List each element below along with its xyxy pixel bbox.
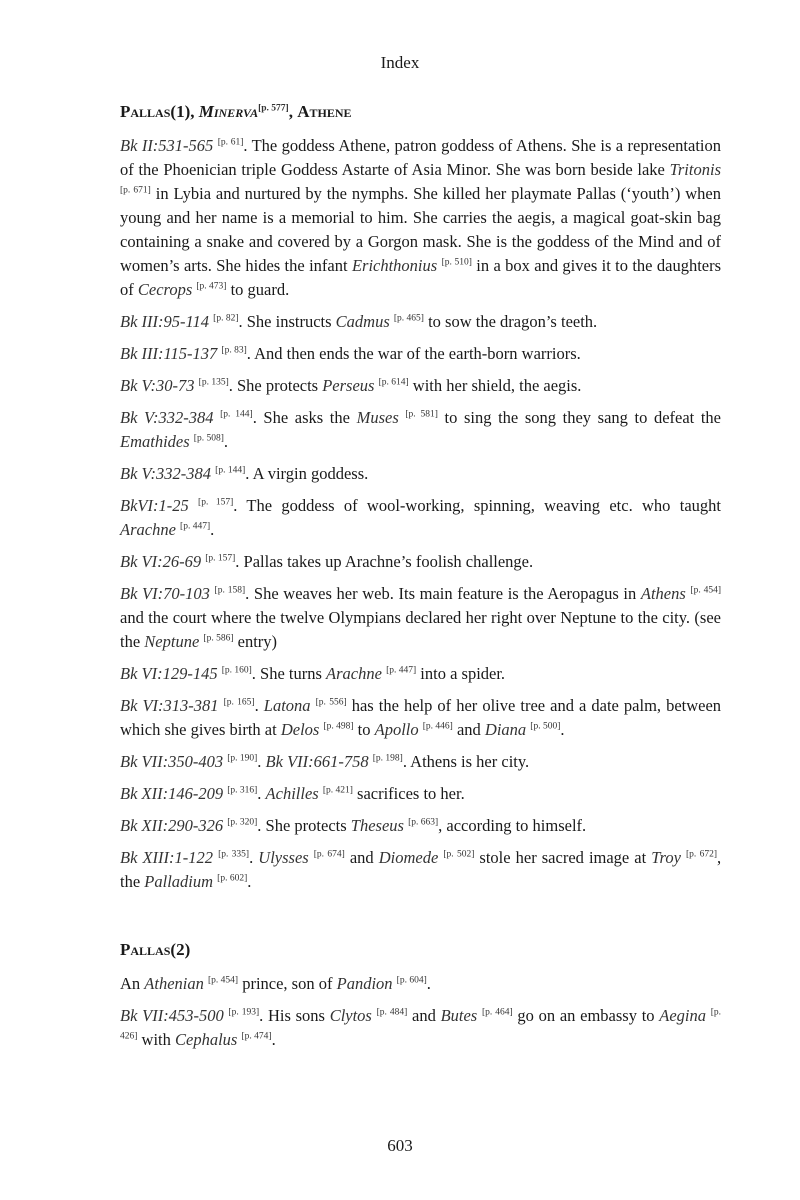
text: . Pallas takes up Arachne’s foolish challenge. xyxy=(235,552,534,571)
page-ref[interactable]: [p. 674] xyxy=(313,849,345,860)
book-ref-link[interactable]: Bk XII:290-326 xyxy=(120,816,224,835)
page-ref[interactable]: [p. 454] xyxy=(208,975,239,986)
heading-name: Pallas xyxy=(120,102,171,121)
text: go on an embassy to xyxy=(512,1006,660,1025)
name-link[interactable]: Emathides xyxy=(120,432,190,451)
page-ref[interactable]: [p. 464] xyxy=(481,1007,513,1018)
text: , the xyxy=(120,848,722,891)
page-ref[interactable]: [p. 602] xyxy=(217,873,248,884)
text: . A virgin goddess. xyxy=(245,464,369,483)
page-ref[interactable]: [p. 604] xyxy=(396,975,427,986)
entry-paragraph xyxy=(120,846,721,894)
book-ref-link[interactable]: Bk V:332-384 xyxy=(120,464,212,483)
name-link[interactable]: Muses xyxy=(356,408,399,427)
text: . The goddess Athene, patron goddess of Athens. She is a representation of the Phoenician triple Goddess Astarte of Asia Minor. She was born beside lake xyxy=(120,136,722,179)
page-ref[interactable]: [p. 465] xyxy=(393,313,424,324)
text: with her shield, the aegis. xyxy=(408,376,582,395)
entry-paragraph xyxy=(120,406,721,454)
text: . Athens is her city. xyxy=(402,752,530,771)
text: to sing the song they sang to defeat the xyxy=(437,408,722,427)
book-ref-link[interactable]: Bk XIII:1-122 xyxy=(120,848,214,867)
text: to xyxy=(353,720,375,739)
text: . xyxy=(249,848,259,867)
name-link[interactable]: Theseus xyxy=(350,816,404,835)
page-ref[interactable]: [p. 447] xyxy=(180,521,211,532)
book-ref-link[interactable]: Bk VI:26-69 xyxy=(120,552,202,571)
page-ref[interactable]: [p. 447] xyxy=(386,665,417,676)
name-link[interactable]: Cephalus xyxy=(175,1030,238,1049)
page-ref[interactable]: [p. 421] xyxy=(322,785,353,796)
page-ref[interactable]: [p. 165] xyxy=(223,697,255,708)
name-link[interactable]: Aegina xyxy=(659,1006,707,1025)
text: and xyxy=(407,1006,441,1025)
text: . The goddess of wool-working, spinning, weaving etc. who taught xyxy=(233,496,721,515)
name-link[interactable]: Pandion xyxy=(336,974,393,993)
text: and xyxy=(344,848,379,867)
page-ref[interactable]: [p. 556] xyxy=(315,697,347,708)
text: sacrifices to her. xyxy=(352,784,465,803)
page-ref[interactable]: [p. 474] xyxy=(241,1031,272,1042)
page-ref[interactable]: [p. 157] xyxy=(205,553,236,564)
heading-alt-page-ref[interactable]: [p. 577] xyxy=(258,103,289,114)
book-ref-link[interactable]: Bk VI:129-145 xyxy=(120,664,218,683)
text: and xyxy=(452,720,485,739)
name-link[interactable]: Cecrops xyxy=(137,280,193,299)
text: . She asks the xyxy=(252,408,357,427)
heading-separator: , xyxy=(288,102,298,121)
name-link[interactable]: Perseus xyxy=(322,376,375,395)
name-link[interactable]: Diomede xyxy=(378,848,439,867)
name-link[interactable]: Diana xyxy=(484,720,527,739)
text: . xyxy=(254,696,264,715)
text: prince, son of xyxy=(238,974,337,993)
book-ref-link[interactable]: BkVI:1-25 xyxy=(120,496,189,515)
page-ref[interactable]: [p. 135] xyxy=(198,377,229,388)
text: in a box and gives it to the daughters of xyxy=(120,256,722,299)
text: entry) xyxy=(233,632,278,651)
text: in Lybia and nurtured by the nymphs. She killed her playmate Pallas (‘youth’) when young and her name is a memorial to him. She carries the aegis, a magical goat-skin bag containing a snake and covered by a Gorgon mask. She is the goddess of the Mind and of women’s arts. She hides the infant xyxy=(120,184,721,275)
book-ref-link[interactable]: Bk III:115-137 xyxy=(120,344,218,363)
page-ref[interactable]: [p. 581] xyxy=(405,409,438,420)
text: . xyxy=(426,974,431,993)
text: to sow the dragon’s teeth. xyxy=(423,312,598,331)
entry-heading-pallas-1 xyxy=(120,100,721,124)
heading-number: (1), xyxy=(170,102,199,121)
name-link[interactable]: Neptune xyxy=(144,632,200,651)
entry-paragraph xyxy=(120,342,721,366)
text: . She instructs xyxy=(238,312,336,331)
text: stole her sacred image at xyxy=(474,848,652,867)
name-link[interactable]: Clytos xyxy=(329,1006,372,1025)
page-ref[interactable]: [p. 454] xyxy=(690,585,722,596)
entry-spacer xyxy=(120,902,721,938)
page-ref[interactable]: [p. 614] xyxy=(378,377,409,388)
text: . xyxy=(257,784,266,803)
text: . She protects xyxy=(257,816,351,835)
entry-paragraph xyxy=(120,582,721,654)
name-link[interactable]: Palladium xyxy=(144,872,214,891)
page-ref[interactable]: [p. 157] xyxy=(198,497,234,508)
page-ref[interactable]: [p. 193] xyxy=(228,1007,260,1018)
entry-paragraph xyxy=(120,814,721,838)
entry-paragraph xyxy=(120,750,721,774)
page-ref[interactable]: [p. 82] xyxy=(213,313,239,324)
name-link[interactable]: Athens xyxy=(640,584,686,603)
name-link[interactable]: Delos xyxy=(280,720,320,739)
page-ref[interactable]: [p. 498] xyxy=(323,721,354,732)
heading-alt-name-link[interactable]: Minerva xyxy=(198,102,259,121)
entry-paragraph xyxy=(120,374,721,398)
text: An xyxy=(120,974,145,993)
page-ref[interactable]: [p. 446] xyxy=(422,721,453,732)
name-link[interactable]: Arachne xyxy=(326,664,382,683)
page-number: 603 xyxy=(387,1136,413,1155)
text: into a spider. xyxy=(416,664,506,683)
entry-paragraph xyxy=(120,1004,721,1052)
name-link[interactable]: Cadmus xyxy=(335,312,390,331)
text: to guard. xyxy=(226,280,290,299)
text: has the help of her olive tree and a date palm, between which she gives birth at xyxy=(120,696,722,739)
text: and the court where the twelve Olympians declared her right over Neptune to the city. (see the xyxy=(120,608,721,651)
text: . She turns xyxy=(251,664,327,683)
name-link[interactable]: Athenian xyxy=(144,974,204,993)
entry-intro xyxy=(120,972,721,996)
book-ref-link[interactable]: Bk VII:350-403 xyxy=(120,752,224,771)
book-ref-link[interactable]: Bk V:30-73 xyxy=(120,376,195,395)
entry-paragraph xyxy=(120,310,721,334)
page-ref[interactable]: [p. 500] xyxy=(530,721,561,732)
text: with xyxy=(137,1030,176,1049)
name-link[interactable]: Latona xyxy=(263,696,311,715)
book-ref-link[interactable]: Bk III:95-114 xyxy=(120,312,210,331)
name-link[interactable]: Apollo xyxy=(374,720,419,739)
text: . xyxy=(560,720,565,739)
page-ref[interactable]: [p. 198] xyxy=(372,753,403,764)
text: , according to himself. xyxy=(438,816,587,835)
name-link[interactable]: Ulysses xyxy=(258,848,309,867)
page-ref[interactable]: [p. 316] xyxy=(227,785,258,796)
book-ref-link[interactable]: Bk VI:313-381 xyxy=(120,696,219,715)
book-ref-link[interactable]: Bk II:531-565 xyxy=(120,136,214,155)
page-ref[interactable]: [p. 672] xyxy=(685,849,717,860)
page-ref[interactable]: [p. 502] xyxy=(443,849,475,860)
text: . xyxy=(223,432,228,451)
text: . xyxy=(247,872,252,891)
page-ref[interactable]: [p. 335] xyxy=(218,849,250,860)
name-link[interactable]: Achilles xyxy=(265,784,319,803)
heading-name: Pallas xyxy=(120,940,171,959)
entry-paragraph xyxy=(120,134,721,302)
text: . She protects xyxy=(228,376,323,395)
heading-alt2-name: Athene xyxy=(297,102,352,121)
page-ref[interactable]: [p. 510] xyxy=(441,257,472,268)
page-ref[interactable]: [p. 426] xyxy=(120,1007,722,1042)
page-ref[interactable]: [p. 144] xyxy=(220,409,253,420)
entry-paragraph xyxy=(120,494,721,542)
page-ref[interactable]: [p. 160] xyxy=(221,665,252,676)
running-head: Index xyxy=(380,53,420,72)
text: . She weaves her web. Its main feature is the Aeropagus in xyxy=(245,584,641,603)
index-content xyxy=(120,100,721,1060)
entry-paragraph xyxy=(120,782,721,806)
entry-paragraph xyxy=(120,662,721,686)
name-link[interactable]: Tritonis xyxy=(669,160,721,179)
book-ref-link[interactable]: Bk VII:661-758 xyxy=(265,752,369,771)
book-ref-link[interactable]: Bk XII:146-209 xyxy=(120,784,224,803)
page-ref[interactable]: [p. 83] xyxy=(221,345,247,356)
heading-number: (2) xyxy=(170,940,191,959)
name-link[interactable]: Arachne xyxy=(120,520,176,539)
page-ref[interactable]: [p. 484] xyxy=(376,1007,408,1018)
page-ref[interactable]: [p. 61] xyxy=(217,137,244,148)
text: . And then ends the war of the earth-born warriors. xyxy=(246,344,581,363)
entry-paragraph xyxy=(120,694,721,742)
name-link[interactable]: Troy xyxy=(651,848,681,867)
text: . His sons xyxy=(259,1006,330,1025)
page-ref[interactable]: [p. 671] xyxy=(120,185,151,196)
page-ref[interactable]: [p. 586] xyxy=(203,633,234,644)
page-ref[interactable]: [p. 158] xyxy=(214,585,246,596)
name-link[interactable]: Butes xyxy=(440,1006,478,1025)
text: . xyxy=(210,520,215,539)
text: . xyxy=(257,752,266,771)
page-ref[interactable]: [p. 473] xyxy=(196,281,227,292)
entry-paragraph xyxy=(120,462,721,486)
page-ref[interactable]: [p. 508] xyxy=(193,433,224,444)
text: . xyxy=(271,1030,276,1049)
page-ref[interactable]: [p. 320] xyxy=(227,817,258,828)
page-ref[interactable]: [p. 144] xyxy=(215,465,246,476)
book-ref-link[interactable]: Bk V:332-384 xyxy=(120,408,214,427)
book-ref-link[interactable]: Bk VII:453-500 xyxy=(120,1006,224,1025)
book-ref-link[interactable]: Bk VI:70-103 xyxy=(120,584,210,603)
entry-paragraph xyxy=(120,550,721,574)
name-link[interactable]: Erichthonius xyxy=(351,256,438,275)
page-ref[interactable]: [p. 190] xyxy=(227,753,258,764)
page-ref[interactable]: [p. 663] xyxy=(408,817,439,828)
entry-heading-pallas-2 xyxy=(120,938,721,962)
